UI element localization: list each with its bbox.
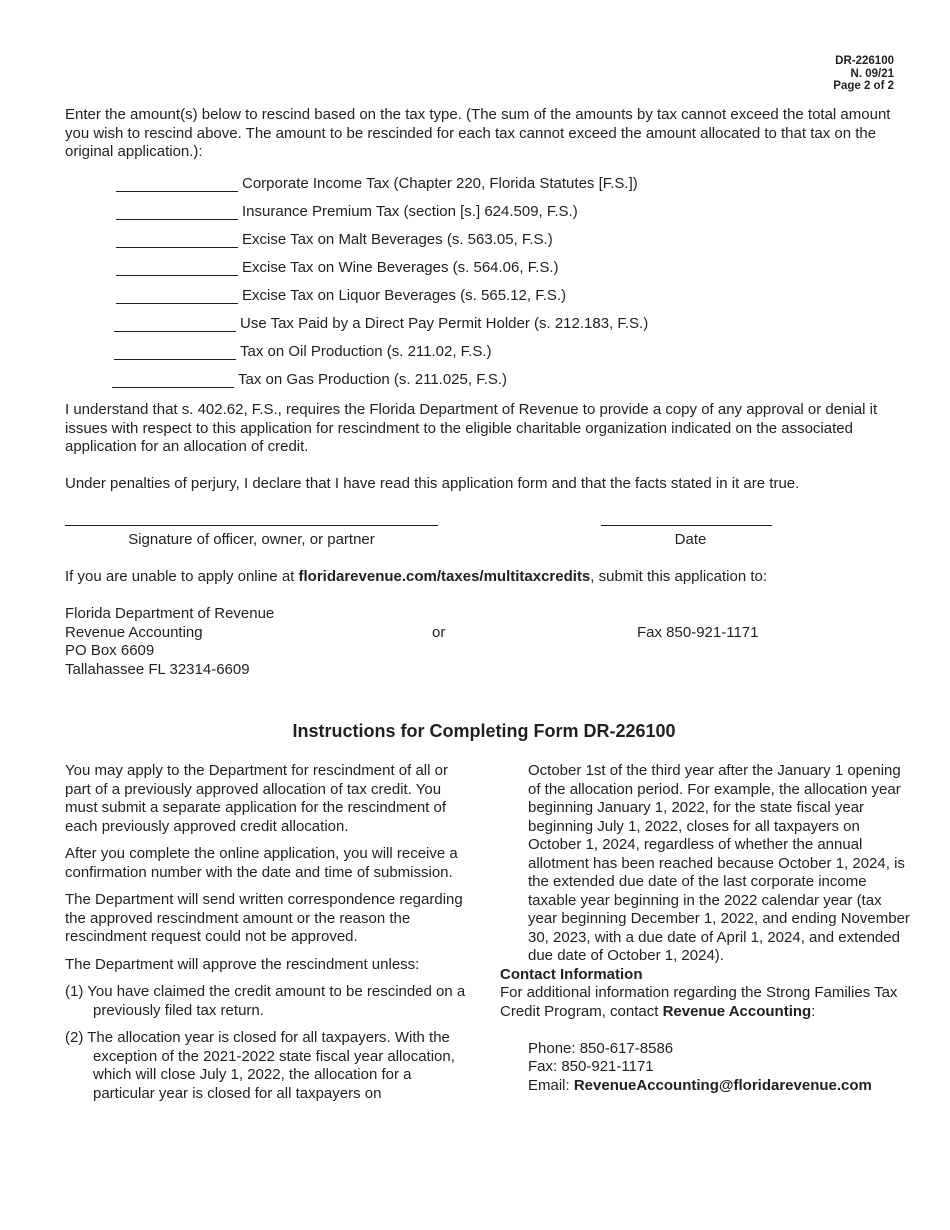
form-id-block	[833, 55, 894, 93]
form-number: DR-226100	[835, 55, 894, 67]
website-link[interactable]: floridarevenue.com/taxes/multitaxcredits	[298, 568, 591, 585]
amount-blank[interactable]	[114, 317, 236, 332]
email-label: Email:	[528, 1076, 574, 1094]
instruction-paragraph: After you complete the online application, you will receive a confirmation number with the date and time of submission.	[65, 845, 458, 881]
contact-suffix: :	[811, 1002, 816, 1020]
instruction-paragraph: You may apply to the Department for rescindment of all or part of a previously approved allocation of tax credit. You must submit a separate application for the rescindment of each previously approved credit allocation.	[65, 762, 448, 835]
condition-item-2: (2) The allocation year is closed for all taxpayers. With the exception of the 2021-2022 state fiscal year allocation, which will close July 1, 2022, the allocation for a particular year is closed for all taxpayers on	[65, 1029, 455, 1102]
tax-label: Insurance Premium Tax (section [s.] 624.509, F.S.)	[242, 202, 578, 220]
or-separator: or	[432, 624, 446, 641]
address-line: PO Box 6609	[65, 642, 155, 659]
tax-line	[114, 338, 648, 366]
amount-blank[interactable]	[116, 261, 238, 276]
instruction-paragraph: The Department will send written correspondence regarding the approved rescindment amount or the reason the rescindment request could not be approved.	[65, 891, 463, 945]
tax-line	[114, 282, 648, 310]
fax-number: Fax 850-921-1171	[637, 624, 759, 641]
tax-label: Excise Tax on Liquor Beverages (s. 565.12, F.S.)	[242, 286, 567, 304]
tax-line	[112, 366, 648, 394]
address-line: Florida Department of Revenue	[65, 605, 275, 622]
email-link[interactable]: RevenueAccounting@floridarevenue.com	[573, 1076, 872, 1094]
mailing-address	[65, 605, 274, 679]
intro-paragraph: Enter the amount(s) below to rescind based on the tax type. (The sum of the amounts by tax cannot exceed the total amount you wish to rescind above. The amount to be rescinded for each tax cannot exceed the amount allocated to that tax on the original application.):	[65, 106, 891, 160]
tax-label: Use Tax Paid by a Direct Pay Permit Holder (s. 212.183, F.S.)	[240, 314, 649, 332]
tax-line	[114, 198, 648, 226]
contact-phone: Phone: 850-617-8586	[528, 1039, 674, 1057]
contact-fax: Fax: 850-921-1171	[528, 1058, 654, 1075]
submit-prefix: If you are unable to apply online at	[65, 568, 299, 585]
tax-line	[114, 310, 648, 338]
tax-label: Tax on Oil Production (s. 211.02, F.S.)	[240, 342, 492, 360]
contact-department: Revenue Accounting	[662, 1002, 812, 1020]
condition-item-1: (1) You have claimed the credit amount to be rescinded on a previously filed tax return.	[65, 983, 466, 1019]
submit-instructions	[65, 568, 767, 587]
contact-details	[500, 1040, 910, 1096]
address-line: Revenue Accounting	[65, 623, 203, 641]
date-label: Date	[674, 531, 707, 548]
amount-blank[interactable]	[114, 345, 236, 360]
address-line: Tallahassee FL 32314-6609	[65, 660, 250, 678]
tax-line	[114, 254, 648, 282]
contact-heading: Contact Information	[500, 965, 643, 983]
date-line[interactable]	[601, 525, 772, 526]
form-revision: N. 09/21	[850, 67, 894, 80]
tax-amount-list	[114, 170, 648, 394]
amount-blank[interactable]	[116, 205, 238, 220]
condition-item-2-continued: October 1st of the third year after the January 1 opening of the allocation period. For example, the allocation year beginning January 1, 2022, for the state fiscal year beginning July 1, 2022, closes for all taxpayers on October 1, 2024, regardless of whether the annual allotment has been reached because October 1, 2024, is the extended due date of the last corporate income taxable year beginning in the 2022 calendar year (tax year beginning December 1, 2022, and ending November 30, 2023, with a due date of April 1, 2024, and extended due date of October 1, 2024).	[528, 762, 910, 964]
amount-blank[interactable]	[112, 373, 234, 388]
amount-blank[interactable]	[116, 177, 238, 192]
instructions-left-column	[65, 762, 470, 1112]
contact-paragraph	[500, 984, 910, 1021]
submit-suffix: , submit this application to:	[590, 568, 768, 585]
tax-line	[114, 226, 648, 254]
instructions-right-column	[500, 762, 910, 1095]
tax-label: Corporate Income Tax (Chapter 220, Florida Statutes [F.S.])	[242, 174, 638, 192]
page-number: Page 2 of 2	[833, 80, 894, 92]
tax-label: Tax on Gas Production (s. 211.025, F.S.)	[238, 370, 508, 388]
contact-prefix: For additional information regarding the Strong Families Tax Credit Program, contact	[500, 984, 898, 1020]
signature-line[interactable]	[65, 525, 438, 526]
contact-email-line	[528, 1077, 910, 1096]
amount-blank[interactable]	[116, 289, 238, 304]
instruction-paragraph: The Department will approve the rescindment unless:	[65, 955, 420, 973]
instructions-title: Instructions for Completing Form DR-226100	[292, 721, 676, 741]
tax-label: Excise Tax on Wine Beverages (s. 564.06, F.S.)	[242, 258, 559, 276]
perjury-statement: Under penalties of perjury, I declare that I have read this application form and that the facts stated in it are true.	[65, 475, 800, 492]
amount-blank[interactable]	[116, 233, 238, 248]
tax-label: Excise Tax on Malt Beverages (s. 563.05, F.S.)	[242, 230, 553, 248]
tax-line	[114, 170, 648, 198]
understand-paragraph: I understand that s. 402.62, F.S., requires the Florida Department of Revenue to provide a copy of any approval or denial it issues with respect to this application for rescindment to the eligible charitable organization indicated on the associated application for an allocation of credit.	[65, 401, 878, 455]
signature-label: Signature of officer, owner, or partner	[128, 531, 375, 548]
